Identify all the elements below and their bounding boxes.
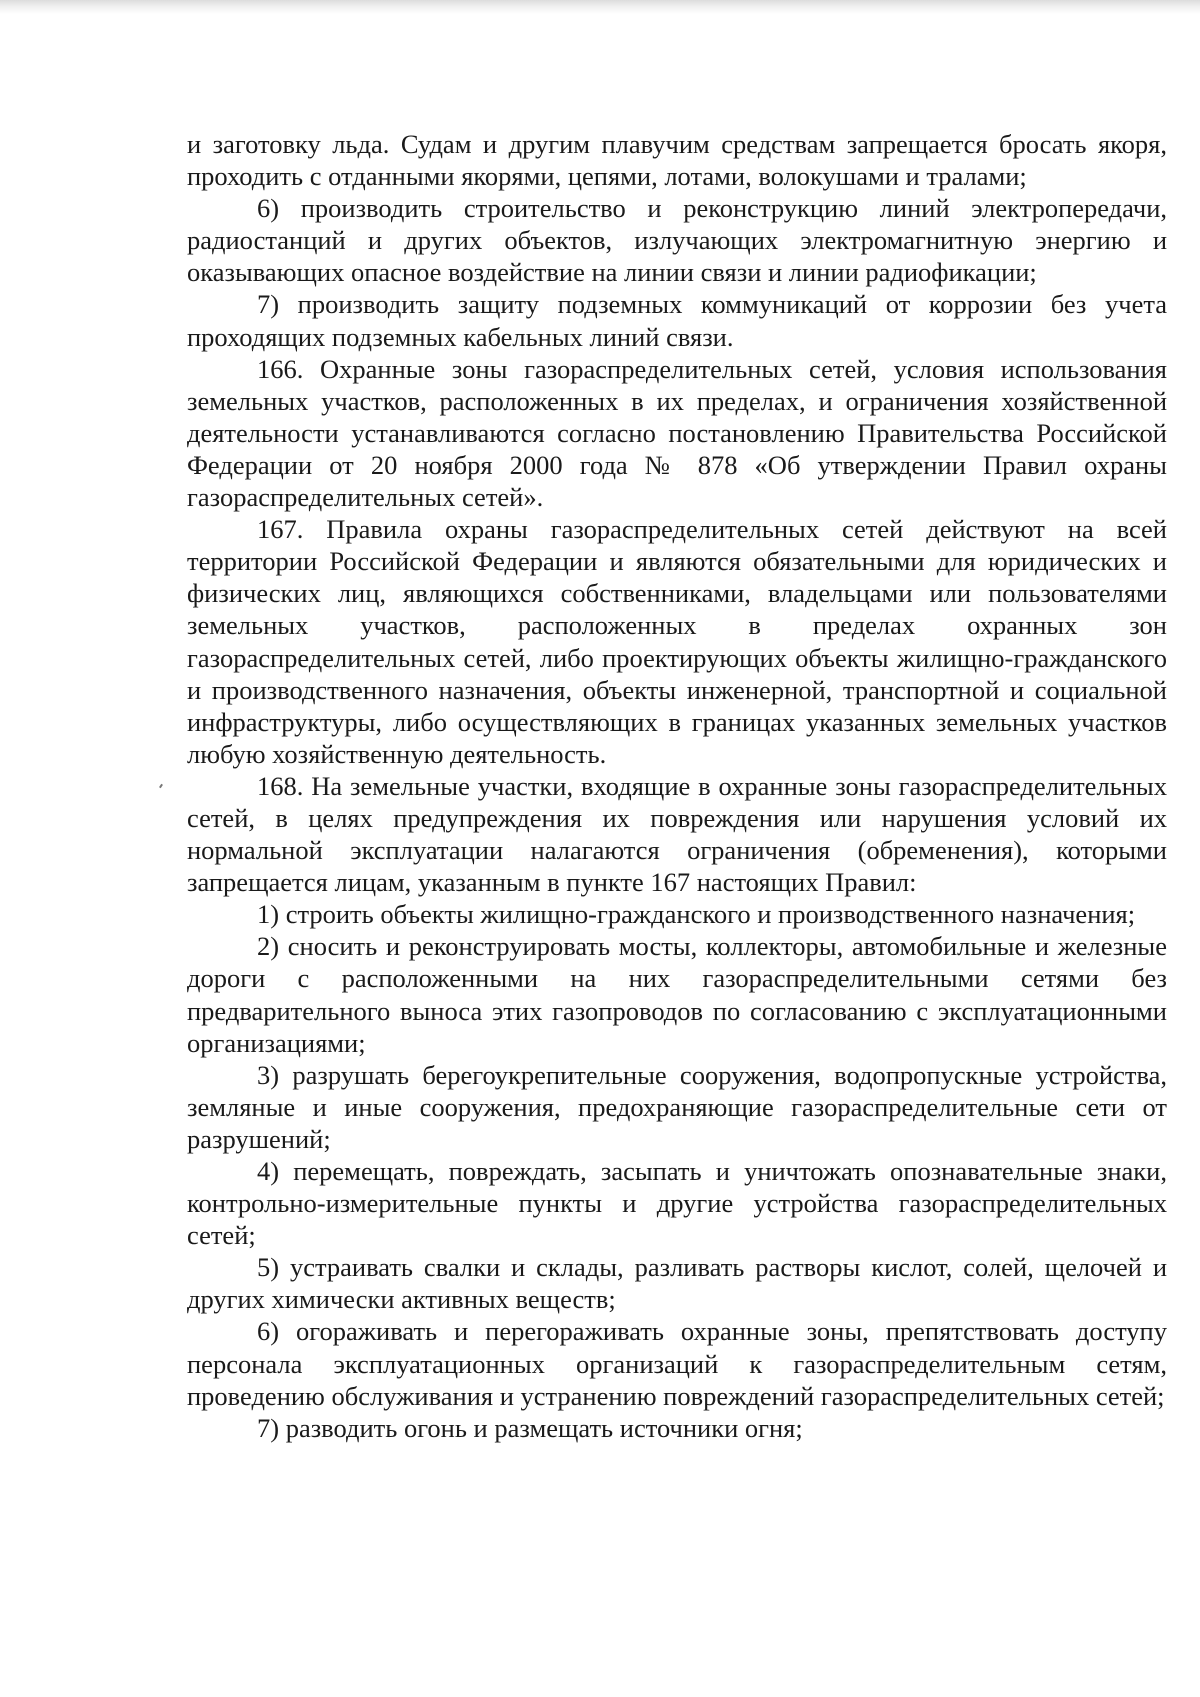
list-item-6-fencing: 6) огораживать и перегораживать охранные зоны, препятствовать доступу персонала эксплуатационных организаций к газораспределительным сетям, проведению обслуживания и устранению повреждений газораспределительных сетей; xyxy=(187,1316,1167,1411)
list-item-3-destroy: 3) разрушать берегоукрепительные сооружения, водопропускные устройства, земляные и иные сооружения, предохраняющие газораспределительные сети от разрушений; xyxy=(187,1059,1167,1154)
clause-167: 167. Правила охраны газораспределительных сетей действуют на всей территории Российской Федерации и являются обязательными для юридических и физических лиц, являющихся собственниками, владельцами или пользователями земельных участков, расположенных в пределах охранных зон газораспределительных сетей, либо проектирующих объекты жилищно-гражданского и производственного назначения, объекты инженерной, транспортной и социальной инфраструктуры, либо осуществляющих в границах указанных земельных участков любую хозяйственную деятельность. xyxy=(187,514,1167,769)
list-item-5-dumps: 5) устраивать свалки и склады, разливать растворы кислот, солей, щелочей и других химически активных веществ; xyxy=(187,1252,1167,1315)
paragraph-continuation: и заготовку льда. Судам и другим плавучим средствам запрещается бросать якоря, проходить с отданными якорями, цепями, лотами, волокушами и тралами; xyxy=(187,129,1167,192)
list-item-4-signs: 4) перемещать, повреждать, засыпать и уничтожать опознавательные знаки, контрольно-измерительные пункты и другие устройства газораспределительных сетей; xyxy=(187,1156,1167,1251)
list-item-6-power-lines: 6) производить строительство и реконструкцию линий электропередачи, радиостанций и других объектов, излучающих электромагнитную энергию и оказывающих опасное воздействие на линии связи и линии радиофикации; xyxy=(187,193,1167,288)
clause-168: 168. На земельные участки, входящие в охранные зоны газораспределительных сетей, в целях предупреждения их повреждения или нарушения условий их нормальной эксплуатации налагаются ограничения (обременения), которыми запрещается лицам, указанным в пункте 167 настоящих Правил: xyxy=(187,770,1167,898)
list-item-2-demolish: 2) сносить и реконструировать мосты, коллекторы, автомобильные и железные дороги с расположенными на них газораспределительными сетями без предварительного выноса этих газопроводов по согласованию с эксплуатационными организациями; xyxy=(187,931,1167,1058)
list-item-1-build: 1) строить объекты жилищно-гражданского и производственного назначения; xyxy=(257,899,1136,930)
document-body xyxy=(187,128,1167,1444)
scan-stray-mark xyxy=(159,784,163,788)
list-item-7-fire: 7) разводить огонь и размещать источники огня; xyxy=(257,1412,803,1443)
clause-166: 166. Охранные зоны газораспределительных сетей, условия использования земельных участков, расположенных в их пределах, и ограничения хозяйственной деятельности устанавливаются согласно постановлению Правительства Российской Федерации от 20 ноября 2000 года № 878 «Об утверждении Правил охраны газораспределительных сетей». xyxy=(187,353,1167,513)
scan-top-edge xyxy=(0,0,1200,14)
list-item-7-corrosion: 7) производить защиту подземных коммуникаций от коррозии без учета проходящих подземных кабельных линий связи. xyxy=(187,289,1167,352)
